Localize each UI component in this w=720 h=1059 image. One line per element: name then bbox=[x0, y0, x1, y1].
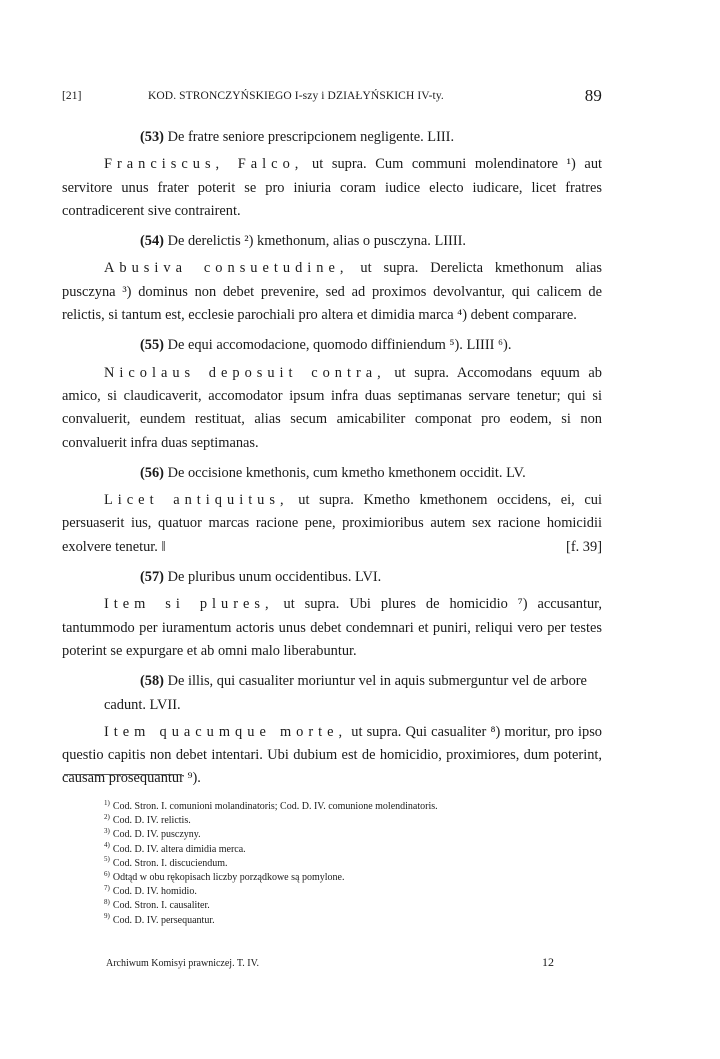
section-number: (55) bbox=[140, 337, 164, 354]
section-number: (58) bbox=[140, 673, 164, 690]
footnote-mark: 3) bbox=[104, 827, 110, 836]
footnote-mark: 1) bbox=[104, 798, 110, 807]
section-number: (56) bbox=[140, 464, 164, 481]
footnote-mark: 6) bbox=[104, 869, 110, 878]
footnote-divider bbox=[64, 774, 182, 775]
incipit: Franciscus, Falco, bbox=[104, 156, 304, 173]
footnote-text: Cod. D. IV. altera dimidia merca. bbox=[112, 843, 246, 855]
incipit: Licet antiquitus, bbox=[104, 492, 289, 509]
section-heading-56 bbox=[62, 462, 602, 485]
footnote-text: Cod. D. IV. persequantur. bbox=[112, 914, 215, 926]
section-number: (54) bbox=[140, 233, 164, 250]
incipit: Nicolaus deposuit contra, bbox=[104, 364, 386, 381]
paragraph-56 bbox=[62, 489, 602, 559]
footnote-text: Cod. D. IV. relictis. bbox=[112, 815, 191, 827]
footnote-mark: 7) bbox=[104, 883, 110, 892]
paragraph-55 bbox=[62, 362, 602, 455]
paragraph-text: ut supra. Accomodans equum ab amico, si claudicaverit, accomodator ipsum infra duas septimanas servare tenetur; qui si convaluerit, eundem restituat, alias secum amicabiliter componat pro eodem, si non convaluerit infra duas septimanas. bbox=[62, 364, 602, 451]
footnote-text: Cod. D. IV. pusczyny. bbox=[112, 829, 201, 841]
page-number: 89 bbox=[584, 86, 602, 105]
footnote-text: Cod. Stron. I. comunioni molandinatoris; Cod. D. IV. comunione molendinatoris. bbox=[112, 801, 438, 812]
running-header bbox=[62, 88, 602, 108]
paragraph-text: ut supra. Ubi plures de homicidio ⁷) accusantur, tantummodo per iuramentum actoris unus debet condemnari et puniri, reliqui vero per testes poterint se expurgare et ab omni malo liberabuntur. bbox=[62, 596, 602, 659]
paragraph-text: ut supra. Qui casualiter ⁸) moritur, pro ipso questio capitis non debet intentari. Ubi dubium est de homicidio, proximiores, dum poterint, causam prosequantur ⁹). bbox=[62, 723, 602, 787]
header-title: KOD. STRONCZYŃSKIEGO I-szy i DZIAŁYŃSKICH IV-ty. bbox=[148, 90, 444, 102]
section-heading-53 bbox=[62, 126, 602, 149]
paragraph-text: ut supra. Cum communi molendinatore ¹) aut servitore unus frater poterit se pro iniuria coram iudice electo iudicare, licet fratres contradicerent sive contrairent. bbox=[62, 156, 603, 219]
section-heading-54 bbox=[62, 230, 602, 253]
paragraph-53 bbox=[62, 153, 602, 223]
footnotes bbox=[104, 800, 604, 928]
footnote-mark: 5) bbox=[104, 855, 110, 864]
section-heading-55 bbox=[62, 334, 602, 357]
main-text bbox=[62, 126, 602, 798]
section-heading-58 bbox=[62, 670, 602, 717]
footnote-9 bbox=[104, 914, 604, 928]
section-title: De pluribus unum occidentibus. LVI. bbox=[163, 569, 382, 586]
sheet-number: 12 bbox=[542, 955, 554, 969]
paragraph-text: ut supra. Derelicta kmethonum alias pusczyna ³) dominus non debet prevenire, sed ad proximos devolvantur, qui calicem de relictis, si tantum est, ecclesie parochiali pro altera et dimidia marca ⁴) debent comparare. bbox=[62, 260, 602, 324]
footnote-7 bbox=[104, 885, 604, 899]
paragraph-text: ut supra. Kmetho kmethonem occidens, ei, cui persuaserit ius, quatuor marcas racione pene, proximioribus autem sex racione homicidii exolvere tenetur. ‖ bbox=[62, 492, 602, 555]
footnote-1 bbox=[104, 800, 604, 814]
footnote-text: Cod. D. IV. homidio. bbox=[112, 886, 197, 898]
section-heading-57 bbox=[62, 566, 602, 589]
footnote-4 bbox=[104, 843, 604, 857]
incipit: Item si plures, bbox=[104, 596, 274, 613]
footnote-text: Odtąd w obu rękopisach liczby porządkowe są pomylone. bbox=[112, 872, 345, 884]
section-number: (53) bbox=[140, 129, 164, 145]
paragraph-54 bbox=[62, 257, 602, 327]
incipit: Abusiva consuetudine, bbox=[104, 260, 349, 277]
section-title: De fratre seniore prescripcionem negligente. LIII. bbox=[163, 129, 455, 145]
footnote-mark: 8) bbox=[104, 898, 110, 907]
paragraph-57 bbox=[62, 593, 602, 663]
footnote-2 bbox=[104, 814, 604, 828]
footnote-mark: 4) bbox=[104, 841, 110, 850]
section-number: (57) bbox=[140, 569, 164, 586]
publication-signature: Archiwum Komisyi prawniczej. T. IV. bbox=[106, 958, 260, 969]
header-section-ref: [21] bbox=[62, 90, 82, 102]
folio-marker: [f. 39] bbox=[566, 538, 602, 555]
footnote-5 bbox=[104, 857, 604, 871]
footnote-6 bbox=[104, 871, 604, 885]
footnote-8 bbox=[104, 899, 604, 913]
incipit: Item quacumque morte, bbox=[104, 723, 348, 740]
section-title: De equi accomodacione, quomodo diffiniendum ⁵). LIIII ⁶). bbox=[163, 337, 512, 354]
section-title: De occisione kmethonis, cum kmetho kmethonem occidit. LV. bbox=[163, 464, 526, 481]
footnote-mark: 2) bbox=[104, 812, 110, 821]
footnote-text: Cod. Stron. I. discuciendum. bbox=[112, 857, 228, 869]
footnote-text: Cod. Stron. I. causaliter. bbox=[112, 900, 210, 912]
footnote-mark: 9) bbox=[104, 912, 110, 921]
paragraph-58 bbox=[62, 721, 602, 791]
section-title: De illis, qui casualiter moriuntur vel in aquis submerguntur vel de arbore cadunt. LVII. bbox=[104, 673, 587, 713]
footnote-3 bbox=[104, 828, 604, 842]
section-title: De derelictis ²) kmethonum, alias o pusczyna. LIIII. bbox=[163, 233, 467, 250]
